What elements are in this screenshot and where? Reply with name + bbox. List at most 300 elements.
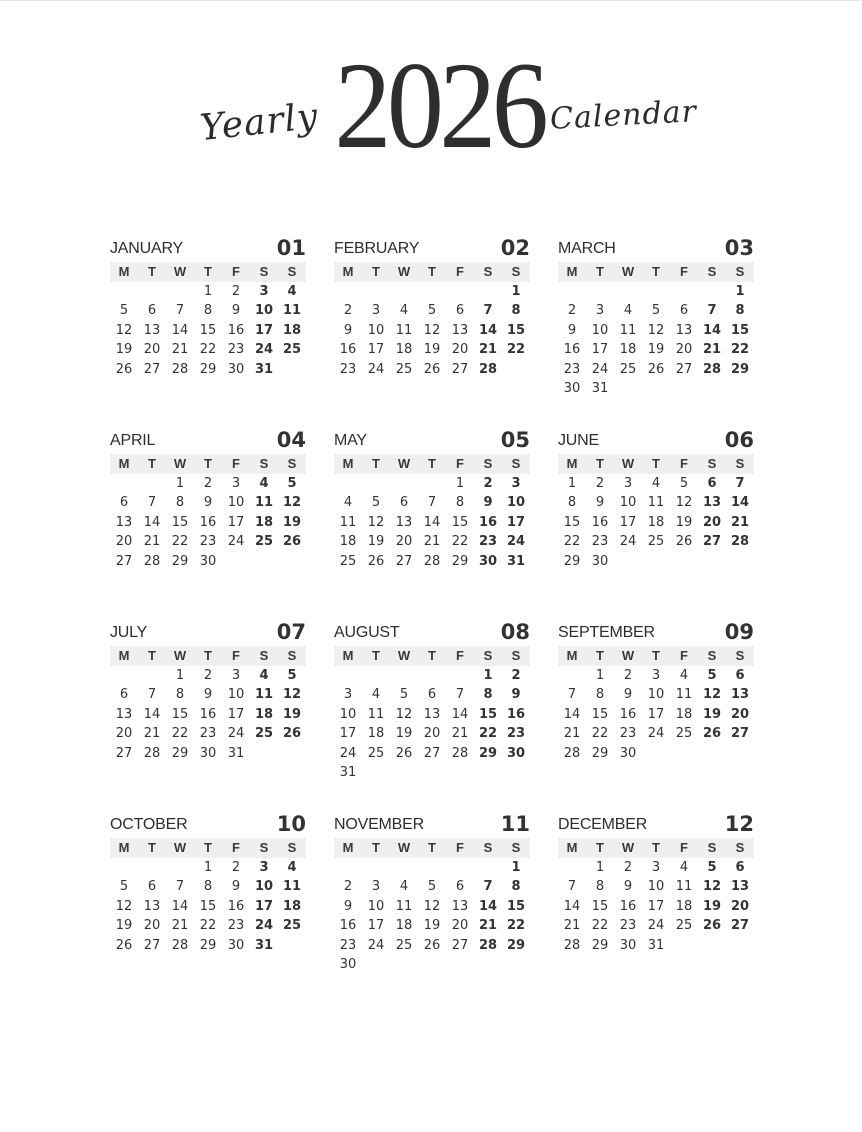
weekday-label: T [642, 838, 670, 858]
day-cell: 17 [367, 918, 385, 934]
day-cell: 22 [591, 726, 609, 742]
day-cell: 4 [399, 303, 409, 319]
weekday-label: S [250, 262, 278, 282]
weekend-day-cell: 13 [730, 687, 750, 703]
weekday-label: T [138, 646, 166, 666]
day-cell: 24 [227, 534, 245, 550]
weekend-day-cell: 7 [483, 879, 493, 895]
day-cell: 16 [339, 918, 357, 934]
month-number: 12 [724, 812, 754, 836]
day-cell: 26 [367, 553, 385, 569]
weekend-day-cell: 8 [483, 687, 493, 703]
weekend-day-cell: 15 [478, 706, 498, 722]
month-header [558, 426, 754, 454]
weekday-label: M [334, 646, 362, 666]
weekend-day-cell: 4 [287, 859, 297, 875]
day-cell-empty [334, 666, 362, 686]
day-cell: 7 [567, 687, 577, 703]
day-cell: 27 [115, 553, 133, 569]
day-cell: 26 [423, 361, 441, 377]
weekday-label: W [390, 454, 418, 474]
day-cell: 27 [115, 745, 133, 761]
day-cell: 15 [451, 514, 469, 530]
weekend-day-cell: 16 [478, 514, 498, 530]
weekend-day-cell: 11 [254, 687, 274, 703]
weekend-day-cell: 31 [506, 553, 526, 569]
day-cell: 13 [451, 322, 469, 338]
weekday-label: S [250, 646, 278, 666]
day-cell: 29 [591, 745, 609, 761]
day-cell-empty [614, 282, 642, 302]
day-cell: 23 [563, 361, 581, 377]
weekend-day-cell: 19 [282, 706, 302, 722]
weekday-label: T [138, 454, 166, 474]
day-cell: 30 [199, 553, 217, 569]
day-cell-empty [110, 858, 138, 878]
day-cell: 24 [647, 918, 665, 934]
weekend-day-cell: 23 [478, 534, 498, 550]
day-cell: 7 [175, 879, 185, 895]
day-cell: 9 [343, 322, 353, 338]
weekend-day-cell: 1 [511, 859, 521, 875]
month-grid [558, 454, 754, 571]
day-cell: 30 [563, 381, 581, 397]
day-cell: 5 [679, 475, 689, 491]
day-cell: 7 [427, 495, 437, 511]
weekend-day-cell: 7 [735, 475, 745, 491]
day-cell: 27 [423, 745, 441, 761]
day-cell: 12 [423, 898, 441, 914]
weekday-label: F [222, 646, 250, 666]
day-cell: 19 [395, 726, 413, 742]
day-cell: 7 [455, 687, 465, 703]
day-cell: 28 [563, 937, 581, 953]
day-cell: 22 [199, 918, 217, 934]
weekend-day-cell: 10 [254, 303, 274, 319]
weekday-label: W [614, 646, 642, 666]
weekend-day-cell: 18 [282, 898, 302, 914]
month-grid [558, 838, 754, 955]
day-cell: 7 [567, 879, 577, 895]
weekday-label: T [418, 838, 446, 858]
day-cell: 31 [647, 937, 665, 953]
day-cell: 22 [199, 342, 217, 358]
weekday-label: T [418, 262, 446, 282]
weekend-day-cell: 2 [483, 475, 493, 491]
day-cell: 27 [451, 361, 469, 377]
day-cell: 9 [595, 495, 605, 511]
weekday-label: W [166, 454, 194, 474]
weekday-label: M [558, 838, 586, 858]
day-cell: 8 [567, 495, 577, 511]
weekend-day-cell: 17 [506, 514, 526, 530]
day-cell: 27 [675, 361, 693, 377]
day-cell: 27 [395, 553, 413, 569]
day-cell: 8 [203, 303, 213, 319]
day-cell: 17 [647, 706, 665, 722]
weekend-day-cell: 13 [702, 495, 722, 511]
day-cell: 15 [591, 706, 609, 722]
weekday-label: F [670, 262, 698, 282]
weekday-label: S [278, 838, 306, 858]
weekend-day-cell: 9 [483, 495, 493, 511]
weekday-label: S [278, 262, 306, 282]
day-cell: 2 [595, 475, 605, 491]
weekend-day-cell: 1 [483, 667, 493, 683]
day-cell: 26 [115, 937, 133, 953]
day-cell: 25 [675, 918, 693, 934]
day-cell: 10 [227, 495, 245, 511]
month-header [334, 426, 530, 454]
day-cell: 18 [367, 726, 385, 742]
month-header [558, 618, 754, 646]
day-cell: 20 [451, 342, 469, 358]
day-cell: 16 [619, 898, 637, 914]
weekend-day-cell: 19 [702, 898, 722, 914]
day-cell-empty [474, 858, 502, 878]
month-number: 04 [276, 428, 306, 452]
month-name: JULY [110, 624, 148, 641]
weekend-day-cell: 22 [478, 726, 498, 742]
day-cell-empty [586, 282, 614, 302]
month-number: 05 [500, 428, 530, 452]
day-cell: 11 [647, 495, 665, 511]
month-june [558, 426, 754, 571]
day-cell: 25 [339, 553, 357, 569]
day-cell: 5 [427, 303, 437, 319]
day-cell: 15 [199, 898, 217, 914]
month-may [334, 426, 530, 571]
day-cell: 29 [563, 553, 581, 569]
day-cell: 13 [143, 322, 161, 338]
month-grid [334, 838, 530, 975]
month-number: 02 [500, 236, 530, 260]
weekday-label: S [726, 646, 754, 666]
month-grid [110, 646, 306, 763]
weekend-day-cell: 26 [702, 918, 722, 934]
day-cell: 7 [147, 495, 157, 511]
weekday-label: M [334, 838, 362, 858]
month-name: SEPTEMBER [558, 624, 655, 641]
weekday-label: W [166, 646, 194, 666]
day-cell: 3 [343, 687, 353, 703]
day-cell: 10 [647, 687, 665, 703]
day-cell: 29 [199, 361, 217, 377]
day-cell-empty [362, 858, 390, 878]
day-cell: 6 [147, 303, 157, 319]
month-header [334, 810, 530, 838]
weekend-day-cell: 20 [702, 514, 722, 530]
month-header [558, 234, 754, 262]
weekday-label: F [670, 646, 698, 666]
weekend-day-cell: 25 [282, 918, 302, 934]
day-cell: 5 [399, 687, 409, 703]
day-cell: 8 [175, 687, 185, 703]
day-cell: 6 [119, 495, 129, 511]
month-february [334, 234, 530, 379]
day-cell: 6 [427, 687, 437, 703]
day-cell: 14 [171, 898, 189, 914]
weekend-day-cell: 3 [259, 859, 269, 875]
day-cell-empty [446, 858, 474, 878]
weekday-label: T [138, 838, 166, 858]
day-cell-empty [390, 282, 418, 302]
day-cell: 13 [115, 514, 133, 530]
weekday-label: S [474, 454, 502, 474]
day-cell: 8 [595, 879, 605, 895]
day-cell: 18 [619, 342, 637, 358]
day-cell-empty [446, 666, 474, 686]
day-cell: 2 [623, 859, 633, 875]
weekend-day-cell: 28 [730, 534, 750, 550]
day-cell: 23 [199, 726, 217, 742]
day-cell: 16 [619, 706, 637, 722]
day-cell: 20 [395, 534, 413, 550]
day-cell: 2 [203, 475, 213, 491]
day-cell: 1 [203, 283, 213, 299]
day-cell-empty [334, 858, 362, 878]
day-cell: 14 [451, 706, 469, 722]
day-cell: 21 [563, 918, 581, 934]
day-cell: 6 [455, 303, 465, 319]
day-cell: 11 [675, 687, 693, 703]
day-cell: 24 [339, 745, 357, 761]
day-cell: 17 [591, 342, 609, 358]
weekend-day-cell: 25 [254, 726, 274, 742]
day-cell: 14 [563, 898, 581, 914]
weekend-day-cell: 8 [735, 303, 745, 319]
weekend-day-cell: 8 [511, 879, 521, 895]
day-cell: 12 [423, 322, 441, 338]
weekend-day-cell: 14 [478, 898, 498, 914]
weekday-label: M [558, 646, 586, 666]
day-cell: 2 [623, 667, 633, 683]
day-cell: 5 [427, 879, 437, 895]
weekend-day-cell: 27 [730, 726, 750, 742]
weekend-day-cell: 6 [707, 475, 717, 491]
day-cell: 9 [203, 687, 213, 703]
month-grid [110, 454, 306, 571]
day-cell: 12 [647, 322, 665, 338]
day-cell: 3 [651, 859, 661, 875]
weekend-day-cell: 31 [254, 361, 274, 377]
day-cell: 30 [227, 937, 245, 953]
day-cell: 17 [339, 726, 357, 742]
day-cell-empty [362, 474, 390, 494]
month-number: 01 [276, 236, 306, 260]
weekday-label: S [474, 262, 502, 282]
weekend-day-cell: 16 [506, 706, 526, 722]
day-cell: 16 [339, 342, 357, 358]
day-cell: 11 [395, 322, 413, 338]
day-cell-empty [670, 282, 698, 302]
day-cell: 18 [395, 342, 413, 358]
weekday-label: S [726, 454, 754, 474]
day-cell: 19 [115, 918, 133, 934]
month-header [334, 618, 530, 646]
weekend-day-cell: 3 [511, 475, 521, 491]
weekend-day-cell: 23 [506, 726, 526, 742]
day-cell: 1 [175, 667, 185, 683]
weekend-day-cell: 11 [282, 303, 302, 319]
day-cell: 20 [451, 918, 469, 934]
month-number: 11 [500, 812, 530, 836]
day-cell: 13 [115, 706, 133, 722]
day-cell-empty [418, 282, 446, 302]
day-cell: 4 [679, 859, 689, 875]
day-cell: 23 [619, 726, 637, 742]
weekend-day-cell: 26 [282, 726, 302, 742]
day-cell: 17 [367, 342, 385, 358]
weekday-label: S [278, 454, 306, 474]
day-cell: 4 [371, 687, 381, 703]
day-cell: 9 [231, 303, 241, 319]
month-name: MARCH [558, 240, 616, 257]
month-january [110, 234, 306, 379]
day-cell: 2 [343, 303, 353, 319]
month-number: 07 [276, 620, 306, 644]
day-cell-empty [390, 858, 418, 878]
day-cell: 18 [647, 514, 665, 530]
weekday-label: M [110, 646, 138, 666]
weekend-day-cell: 28 [478, 361, 498, 377]
weekend-day-cell: 19 [702, 706, 722, 722]
weekend-day-cell: 5 [287, 667, 297, 683]
weekend-day-cell: 31 [254, 937, 274, 953]
day-cell: 14 [171, 322, 189, 338]
day-cell: 26 [675, 534, 693, 550]
month-number: 08 [500, 620, 530, 644]
day-cell-empty [362, 666, 390, 686]
day-cell: 23 [199, 534, 217, 550]
day-cell: 21 [451, 726, 469, 742]
month-number: 06 [724, 428, 754, 452]
day-cell: 27 [143, 937, 161, 953]
weekend-day-cell: 12 [702, 879, 722, 895]
day-cell: 31 [591, 381, 609, 397]
day-cell: 11 [395, 898, 413, 914]
weekday-label: T [642, 454, 670, 474]
calendar-header [0, 37, 862, 190]
month-name: MAY [334, 432, 367, 449]
weekend-day-cell: 17 [254, 898, 274, 914]
day-cell-empty [110, 666, 138, 686]
weekday-label: S [278, 646, 306, 666]
day-cell: 2 [343, 879, 353, 895]
day-cell: 16 [563, 342, 581, 358]
weekend-day-cell: 22 [506, 342, 526, 358]
weekday-label: S [250, 838, 278, 858]
weekday-label: M [334, 454, 362, 474]
day-cell: 18 [675, 706, 693, 722]
weekend-day-cell: 21 [478, 918, 498, 934]
weekend-day-cell: 24 [506, 534, 526, 550]
day-cell-empty [362, 282, 390, 302]
weekend-day-cell: 26 [702, 726, 722, 742]
day-cell: 21 [171, 918, 189, 934]
weekend-day-cell: 12 [282, 687, 302, 703]
day-cell-empty [698, 282, 726, 302]
day-cell: 4 [651, 475, 661, 491]
weekend-day-cell: 22 [730, 342, 750, 358]
weekend-day-cell: 3 [259, 283, 269, 299]
day-cell: 13 [423, 706, 441, 722]
weekend-day-cell: 14 [702, 322, 722, 338]
day-cell: 31 [227, 745, 245, 761]
month-header [334, 234, 530, 262]
day-cell: 8 [203, 879, 213, 895]
day-cell: 7 [147, 687, 157, 703]
weekend-day-cell: 27 [730, 918, 750, 934]
weekend-day-cell: 21 [478, 342, 498, 358]
month-october [110, 810, 306, 955]
weekend-day-cell: 25 [282, 342, 302, 358]
day-cell: 1 [175, 475, 185, 491]
weekday-label: S [698, 838, 726, 858]
month-name: AUGUST [334, 624, 400, 641]
day-cell: 13 [143, 898, 161, 914]
day-cell: 22 [563, 534, 581, 550]
weekend-day-cell: 12 [702, 687, 722, 703]
day-cell: 7 [175, 303, 185, 319]
month-grid [558, 262, 754, 399]
day-cell-empty [334, 474, 362, 494]
day-cell: 21 [143, 726, 161, 742]
day-cell: 5 [651, 303, 661, 319]
day-cell-empty [390, 474, 418, 494]
day-cell: 2 [567, 303, 577, 319]
day-cell: 16 [227, 322, 245, 338]
weekday-label: S [726, 262, 754, 282]
day-cell: 9 [623, 687, 633, 703]
day-cell: 28 [171, 361, 189, 377]
weekday-label: T [194, 646, 222, 666]
day-cell: 11 [619, 322, 637, 338]
month-header [110, 810, 306, 838]
weekend-day-cell: 15 [506, 898, 526, 914]
weekday-label: W [390, 646, 418, 666]
day-cell-empty [166, 282, 194, 302]
day-cell: 21 [563, 726, 581, 742]
weekday-label: T [138, 262, 166, 282]
weekend-day-cell: 19 [282, 514, 302, 530]
day-cell: 8 [175, 495, 185, 511]
weekend-day-cell: 20 [730, 898, 750, 914]
day-cell: 10 [367, 898, 385, 914]
day-cell: 20 [115, 726, 133, 742]
month-grid [334, 646, 530, 783]
weekday-label: S [502, 838, 530, 858]
day-cell: 28 [143, 745, 161, 761]
day-cell: 20 [675, 342, 693, 358]
day-cell: 13 [395, 514, 413, 530]
day-cell: 18 [339, 534, 357, 550]
weekday-label: T [194, 838, 222, 858]
month-name: DECEMBER [558, 816, 648, 833]
weekend-day-cell: 18 [282, 322, 302, 338]
month-august [334, 618, 530, 783]
day-cell: 21 [423, 534, 441, 550]
day-cell: 14 [563, 706, 581, 722]
weekend-day-cell: 26 [282, 534, 302, 550]
weekday-label: F [446, 454, 474, 474]
day-cell: 17 [227, 706, 245, 722]
weekday-label: W [614, 262, 642, 282]
weekday-label: W [166, 838, 194, 858]
day-cell: 1 [595, 859, 605, 875]
day-cell: 17 [227, 514, 245, 530]
month-grid [110, 838, 306, 955]
